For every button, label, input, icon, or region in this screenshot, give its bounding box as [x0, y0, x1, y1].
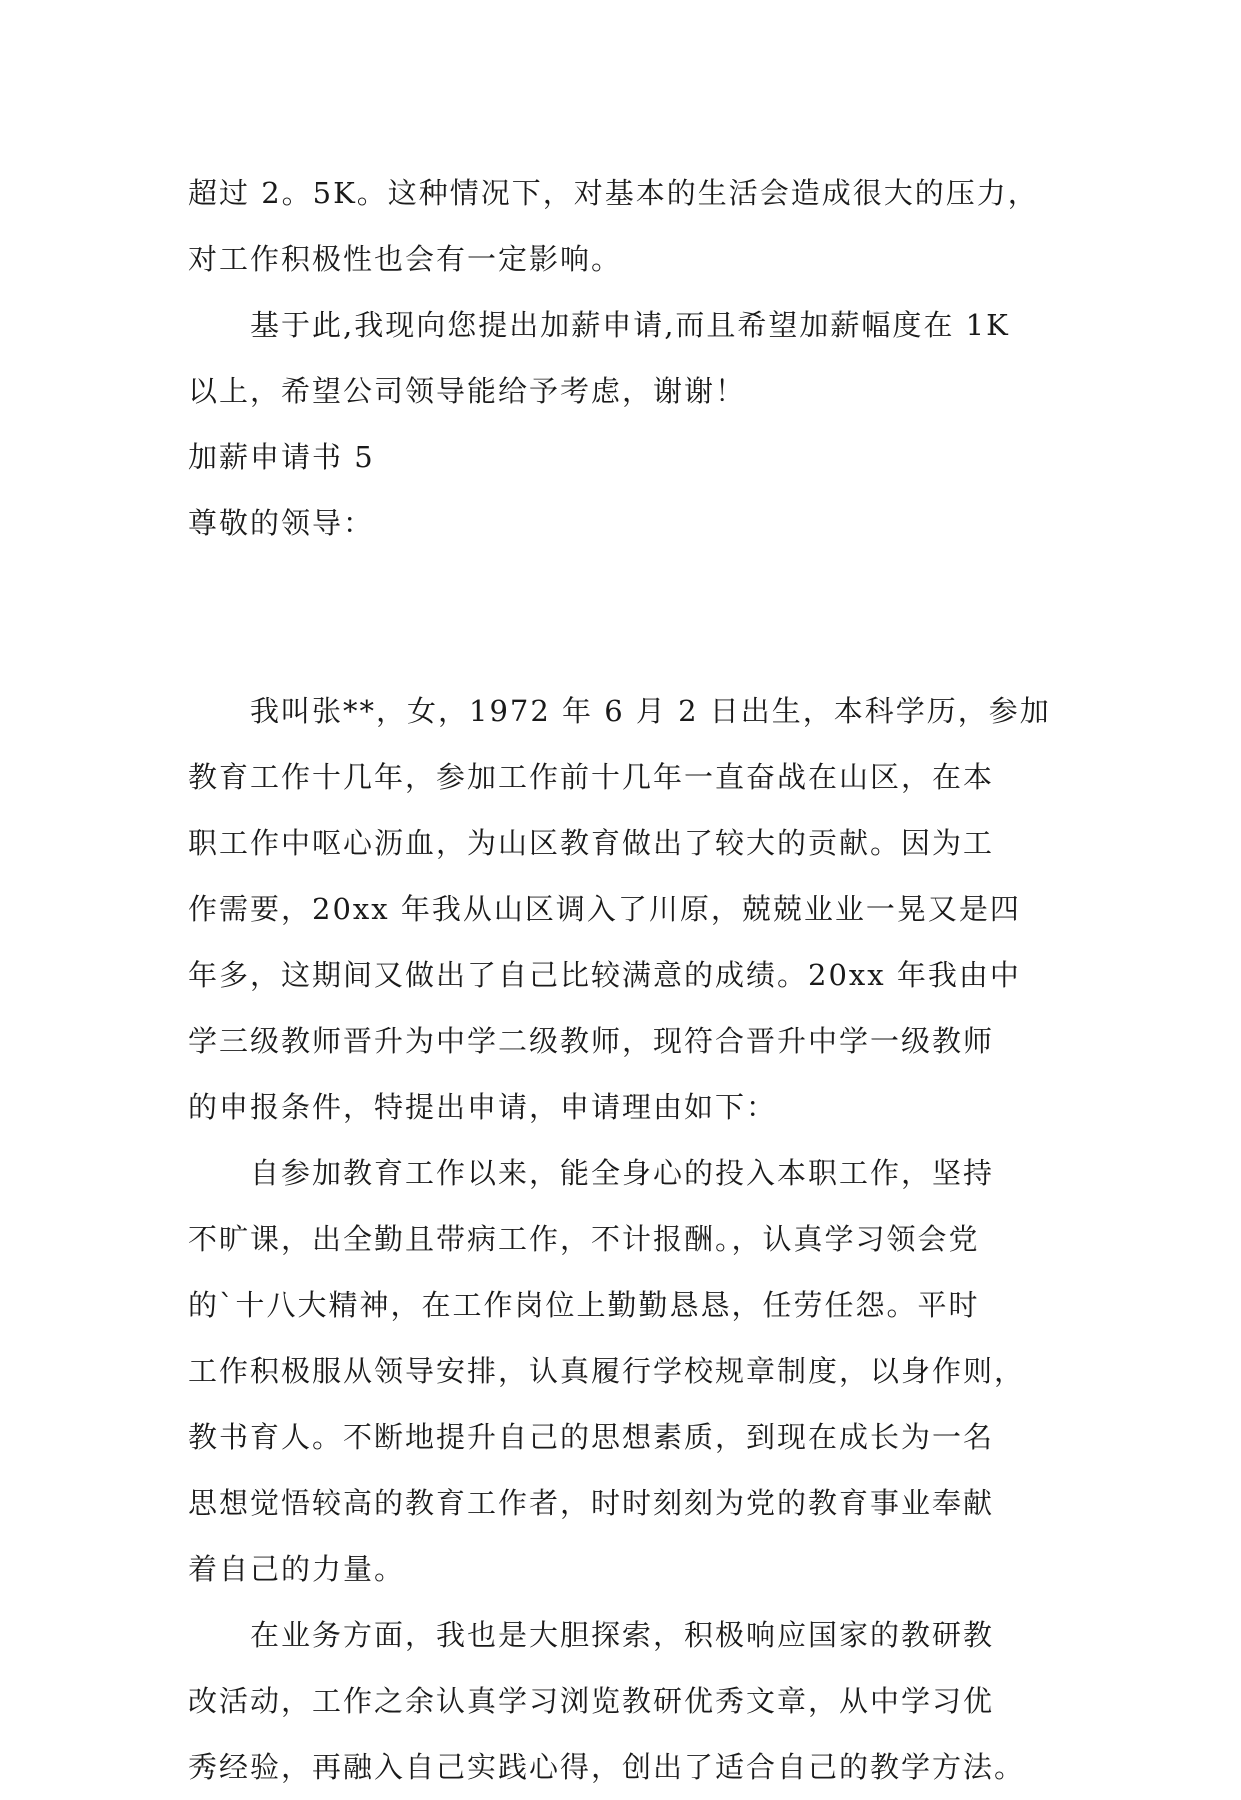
text-line: 思想觉悟较高的教育工作者，时时刻刻为党的教育事业奉献 [188, 1486, 995, 1520]
text-line: 我叫张**，女，1972 年 6 月 2 日出生，本科学历，参加 [250, 694, 1051, 728]
text-line: 教书育人。不断地提升自己的思想素质，到现在成长为一名 [188, 1420, 995, 1454]
text-line: 自参加教育工作以来，能全身心的投入本职工作，坚持 [250, 1156, 995, 1190]
text-line: 教育工作十几年，参加工作前十几年一直奋战在山区，在本 [188, 760, 995, 794]
text-line: 作需要，20xx 年我从山区调入了川原，兢兢业业一晃又是四 [188, 892, 1021, 926]
text-line: 秀经验，再融入自己实践心得，创出了适合自己的教学方法。 [188, 1750, 1026, 1784]
text-line: 对工作积极性也会有一定影响。 [188, 242, 623, 276]
text-line: 基于此,我现向您提出加薪申请,而且希望加薪幅度在 1K [250, 308, 1010, 342]
text-line: 以上，希望公司领导能给予考虑，谢谢！ [188, 374, 747, 408]
text-line: 年多，这期间又做出了自己比较满意的成绩。20xx 年我由中 [188, 958, 1021, 992]
text-line: 超过 2。5K。这种情况下，对基本的生活会造成很大的压力， [188, 176, 1039, 210]
text-line: 工作积极服从领导安排，认真履行学校规章制度，以身作则， [188, 1354, 1026, 1388]
text-line: 学三级教师晋升为中学二级教师，现符合晋升中学一级教师 [188, 1024, 995, 1058]
text-line: 不旷课，出全勤且带病工作，不计报酬。，认真学习领会党 [188, 1222, 980, 1256]
text-line: 着自己的力量。 [188, 1552, 406, 1586]
blank-space [188, 556, 1058, 678]
document-body [188, 160, 1058, 1800]
salutation: 尊敬的领导： [188, 506, 375, 540]
text-line: 改活动，工作之余认真学习浏览教研优秀文章，从中学习优 [188, 1684, 995, 1718]
text-line: 的申报条件，特提出申请，申请理由如下： [188, 1090, 778, 1124]
text-line: 职工作中呕心沥血，为山区教育做出了较大的贡献。因为工 [188, 826, 995, 860]
text-line: 的`十八大精神，在工作岗位上勤勤恳恳，任劳任怨。平时 [188, 1288, 980, 1322]
section-heading: 加薪申请书 5 [188, 440, 375, 474]
text-line: 在业务方面，我也是大胆探索，积极响应国家的教研教 [250, 1618, 995, 1652]
